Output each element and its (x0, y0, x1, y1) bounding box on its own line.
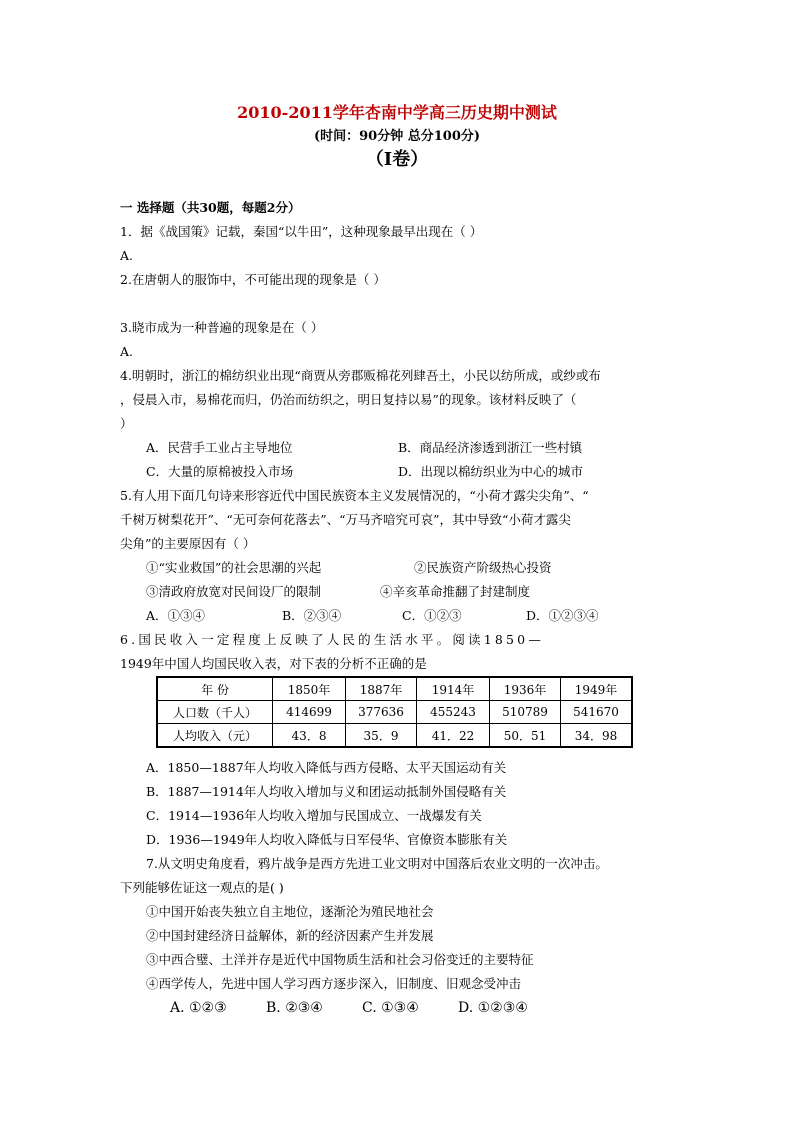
section-heading: 一 选择题（共30题，每题2分） (120, 200, 301, 215)
table-cell: 人均收入（元） (157, 724, 273, 748)
question-7-line-2: 下列能够佐证这一观点的是( ) (120, 880, 284, 895)
question-4-line-1: 4.明朝时，浙江的棉纺织业出现“商贾从旁郡贩棉花列肆吾土，小民以纺所成，或纱或布 (120, 368, 601, 383)
question-5-item-3: ③清政府放宽对民间设厂的限制 (146, 584, 322, 599)
question-5-item-1: ①“实业救国”的社会思潮的兴起 (146, 560, 322, 575)
question-4-line-3: ） (120, 416, 133, 431)
question-6-option-a: A．1850—1887年人均收入降低与西方侵略、太平天国运动有关 (146, 760, 507, 775)
question-7-option-d: D. ①②③④ (458, 1000, 528, 1016)
question-2-stem: 2.在唐朝人的服饰中，不可能出现的现象是（ ） (120, 272, 386, 287)
table-header-cell: 1850年 (273, 677, 346, 701)
table-header-cell: 1887年 (346, 677, 417, 701)
question-1-stem: 1．据《战国策》记载，秦国“以牛田”，这种现象最早出现在（ ） (120, 224, 483, 239)
question-5-item-4: ④辛亥革命推翻了封建制度 (380, 584, 531, 599)
question-5-option-c: C．①②③ (402, 608, 462, 623)
table-cell: 455243 (417, 701, 490, 724)
table-cell: 541670 (561, 701, 633, 724)
question-6-line-1: 6.国民收入一定程度上反映了人民的生活水平。阅读1850— (120, 632, 545, 647)
table-cell: 41．22 (417, 724, 490, 748)
table-cell: 35．9 (346, 724, 417, 748)
table-header-row (157, 677, 632, 701)
question-6-option-d: D．1936—1949年人均收入降低与日军侵华、官僚资本膨胀有关 (146, 832, 508, 847)
question-7-option-c: C. ①③④ (362, 1000, 419, 1016)
table-cell: 34．98 (561, 724, 633, 748)
question-7-line-1: 7.从文明史角度看，鸦片战争是西方先进工业文明对中国落后农业文明的一次冲击。 (146, 856, 608, 871)
question-3-answer: A. (120, 344, 134, 359)
question-4-line-2: ，侵晨入市，易棉花而归，仍治而纺织之，明日复持以易”的现象。该材料反映了（ (120, 392, 577, 407)
question-5-item-2: ②民族资产阶级热心投资 (414, 560, 552, 575)
question-6-line-2: 1949年中国人均国民收入表，对下表的分析不正确的是 (120, 656, 427, 671)
table-header-cell: 1936年 (490, 677, 561, 701)
table-cell: 43．8 (273, 724, 346, 748)
table-row (157, 701, 632, 724)
question-7-option-a: A. ①②③ (170, 1000, 227, 1016)
question-4-option-a: A．民营手工业占主导地位 (146, 440, 293, 455)
question-7-item-3: ③中西合璧、土洋并存是近代中国物质生活和社会习俗变迁的主要特征 (146, 952, 534, 967)
question-5-option-b: B．②③④ (282, 608, 342, 623)
question-4-option-b: B．商品经济渗透到浙江一些村镇 (398, 440, 583, 455)
question-7-option-b: B. ②③④ (266, 1000, 323, 1016)
question-7-item-2: ②中国封建经济日益解体，新的经济因素产生并发展 (146, 928, 434, 943)
exam-title: 2010-2011学年杏南中学高三历史期中测试 (237, 103, 557, 122)
question-5-line-3: 尖角”的主要原因有（ ） (120, 536, 256, 551)
question-5-line-2: 千树万树梨花开”、“无可奈何花落去”、“万马齐喑究可哀”，其中导致“小荷才露尖 (120, 512, 571, 527)
table-header-cell: 年 份 (157, 677, 273, 701)
question-3-stem: 3.晓市成为一种普遍的现象是在（ ） (120, 320, 324, 335)
table-cell: 人口数（千人） (157, 701, 273, 724)
question-4-option-c: C．大量的原棉被投入市场 (146, 464, 294, 479)
question-6-option-b: B．1887—1914年人均收入增加与义和团运动抵制外国侵略有关 (146, 784, 507, 799)
question-1-answer: A. (120, 248, 134, 263)
paper-part-label: （Ⅰ卷） (365, 149, 429, 170)
table-cell: 510789 (490, 701, 561, 724)
table-cell: 377636 (346, 701, 417, 724)
question-7-item-4: ④西学传人，先进中国人学习西方逐步深入，旧制度、旧观念受冲击 (146, 976, 522, 991)
question-5-option-d: D．①②③④ (526, 608, 599, 623)
income-table (156, 676, 633, 748)
question-7-item-1: ①中国开始丧失独立自主地位，逐渐沦为殖民地社会 (146, 904, 434, 919)
question-4-option-d: D．出现以棉纺织业为中心的城市 (398, 464, 584, 479)
table-header-cell: 1949年 (561, 677, 633, 701)
exam-subtitle: (时间：90分钟 总分100分) (313, 129, 481, 144)
table-cell: 50．51 (490, 724, 561, 748)
table-header-cell: 1914年 (417, 677, 490, 701)
table-cell: 414699 (273, 701, 346, 724)
question-6-option-c: C．1914—1936年人均收入增加与民国成立、一战爆发有关 (146, 808, 482, 823)
question-5-option-a: A．①③④ (146, 608, 206, 623)
question-5-line-1: 5.有人用下面几句诗来形容近代中国民族资本主义发展情况的，“小荷才露尖尖角”、“ (120, 488, 589, 503)
table-row (157, 724, 632, 748)
